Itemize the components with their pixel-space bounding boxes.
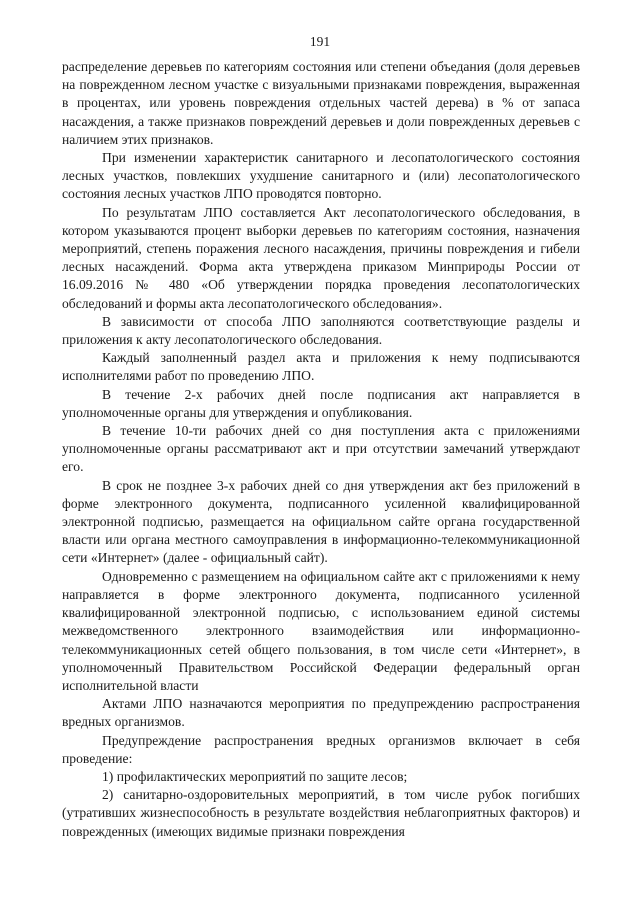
paragraph: распределение деревьев по категориям состояния или степени объедания (доля деревьев на поврежденном лесном участке с визуальными признаками повреждения, выраженная в процентах, или уровень повреждения отдельных частей дерева) в % от запаса насаждения, а также признаков повреждений деревьев и доли поврежденных деревьев с наличием этих признаков.: [62, 59, 580, 147]
paragraph: Одновременно с размещением на официальном сайте акт с приложениями к нему направляется в форме электронного документа, подписанного усиленной квалифицированной электронной подписью, с использованием единой системы межведомственного электронного взаимодействия или информационно-телекоммуникационных сетей общего пользования, в том числе сети «Интернет», в уполномоченный Правительством Российской Федерации федеральный орган исполнительной власти: [62, 568, 580, 693]
paragraph: В течение 2-х рабочих дней после подписания акт направляется в уполномоченные органы для утверждения и опубликования.: [62, 386, 580, 420]
list-item: 2) санитарно-оздоровительных мероприятий, в том числе рубок погибших (утративших жизнеспособность в результате воздействия неблагоприятных факторов) и поврежденных (имеющих видимые признаки повреждения: [62, 787, 580, 839]
paragraph: При изменении характеристик санитарного и лесопатологического состояния лесных участков, повлекших ухудшение санитарного и (или) лесопатологического состояния лесных участков ЛПО проводятся повторно.: [62, 150, 580, 202]
paragraph: Предупреждение распространения вредных организмов включает в себя проведение:: [62, 732, 580, 766]
paragraph: По результатам ЛПО составляется Акт лесопатологического обследования, в котором указываются процент выборки деревьев по категориям состояния, назначения мероприятий, степень поражения лесного насаждения, причины повреждения и гибели лесных насаждений. Форма акта утверждена приказом Минприроды России от 16.09.2016 № 480 «Об утверждении порядка проведения лесопатологических обследований и формы акта лесопатологического обследования».: [62, 204, 580, 311]
paragraph: В зависимости от способа ЛПО заполняются соответствующие разделы и приложения к акту лесопатологического обследования.: [62, 313, 580, 348]
paragraph: В срок не позднее 3-х рабочих дней со дня утверждения акт без приложений в форме электронного документа, подписанного усиленной квалифицированной электронной подписью, размещается на официальном сайте органа государственной власти или органа местного самоуправления в информационно-телекоммуникационной сети «Интернет» (далее - официальный сайт).: [62, 477, 580, 566]
paragraph: В течение 10-ти рабочих дней со дня поступления акта с приложениями уполномоченные органы рассматривают акт и при отсутствии замечаний утверждают его.: [62, 423, 580, 475]
paragraph: Каждый заполненный раздел акта и приложения к нему подписываются исполнителями работ по проведению ЛПО.: [62, 350, 580, 384]
list-item: 1) профилактических мероприятий по защите лесов;: [102, 768, 408, 784]
paragraph: Актами ЛПО назначаются мероприятия по предупреждению распространения вредных организмов.: [62, 696, 580, 730]
page-number: 191: [309, 34, 331, 49]
document-body: [62, 58, 580, 841]
